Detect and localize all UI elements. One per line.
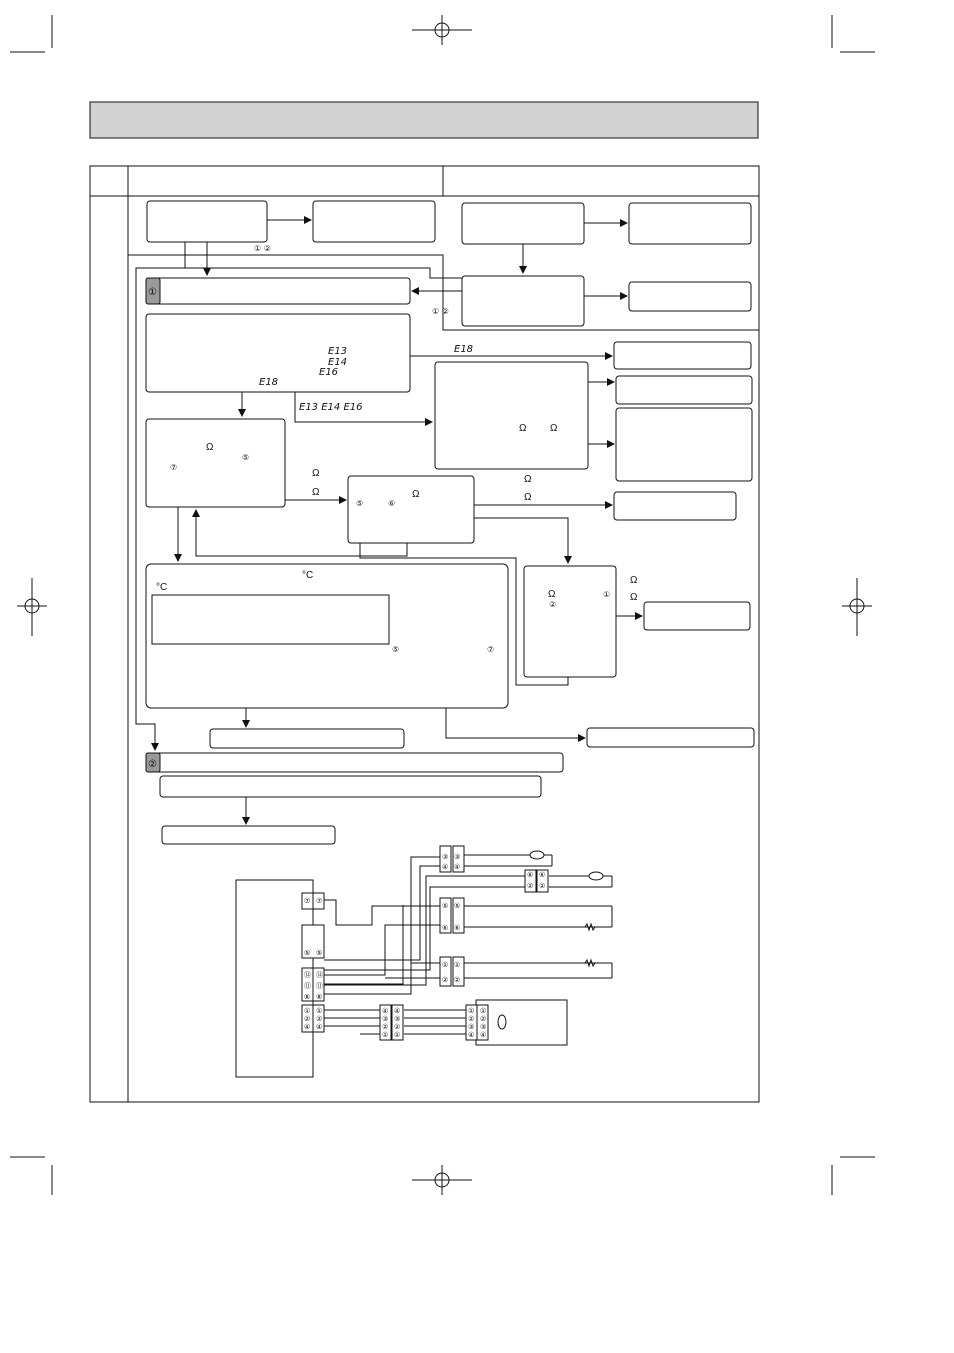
box-result-f bbox=[587, 728, 754, 747]
connector-pin-label: ② bbox=[316, 1015, 323, 1023]
circle-6-b: ⑥ bbox=[388, 499, 396, 508]
connector-pin-label: ⑤ bbox=[316, 949, 323, 957]
connector-pin-label: ② bbox=[527, 882, 534, 890]
box-result-a bbox=[616, 376, 752, 404]
box-check-resistance bbox=[146, 419, 285, 507]
box-result-c bbox=[614, 492, 736, 520]
ohm-4: Ω bbox=[519, 423, 527, 434]
connector-pin-label: ② bbox=[304, 1015, 311, 1023]
step-1-marker: ① bbox=[148, 287, 157, 298]
step-1-header bbox=[146, 278, 410, 304]
controller-board bbox=[236, 880, 313, 1077]
connector-pin-label: ③ bbox=[442, 853, 449, 861]
box-result-top-left bbox=[313, 201, 435, 242]
connector-pin-label: ③ bbox=[382, 1015, 389, 1023]
connector-pin-label: ③ bbox=[454, 853, 461, 861]
connector-pin-label: ④ bbox=[468, 1031, 475, 1039]
circle-5-c: ⑤ bbox=[392, 645, 400, 654]
box-step2-detail bbox=[160, 776, 541, 797]
wiring-diagram bbox=[236, 851, 612, 1077]
connector-pin-label: ④ bbox=[454, 863, 461, 871]
box-check-5-6 bbox=[348, 476, 474, 543]
connector-pin-label: ⑥ bbox=[539, 871, 546, 879]
connector-pin-label: ⑥ bbox=[527, 871, 534, 879]
connector-pin-label: ④ bbox=[316, 1023, 323, 1031]
connector-pin-label: ⑤ bbox=[304, 949, 311, 957]
connector-pin-label: ⑭ bbox=[304, 971, 311, 979]
box-result-b bbox=[616, 408, 752, 481]
box-result-d bbox=[644, 602, 750, 630]
degc-1: °C bbox=[302, 570, 314, 581]
box-check-e-codes bbox=[435, 362, 588, 469]
box-start-left bbox=[147, 201, 267, 242]
connector-pin-label: ⑥ bbox=[454, 924, 461, 932]
connector-pin-label: ① bbox=[394, 1031, 401, 1039]
connector-pin-label: ① bbox=[304, 1007, 311, 1015]
ohm-1: Ω bbox=[206, 442, 214, 453]
ohm-10: Ω bbox=[630, 575, 638, 586]
circle-5-a: ⑤ bbox=[242, 453, 250, 462]
connector-pin-label: ⑤ bbox=[442, 902, 449, 910]
ohm-8: Ω bbox=[412, 489, 420, 500]
ohm-5: Ω bbox=[550, 423, 558, 434]
connector-pin-label: ⑥ bbox=[442, 924, 449, 932]
connector-pin-label: ⑦ bbox=[316, 897, 323, 905]
code-e13: E13 bbox=[328, 346, 348, 357]
code-e14: E14 bbox=[328, 357, 348, 368]
connector-pin-label: ③ bbox=[394, 1015, 401, 1023]
connector-pin-label: ⑦ bbox=[304, 897, 311, 905]
box-start-right bbox=[462, 203, 584, 244]
code-e13-e14-e16: E13 E14 E16 bbox=[299, 402, 363, 413]
box-temperature-inner bbox=[152, 595, 389, 644]
connector-pin-label: ⑪ bbox=[316, 982, 323, 990]
connector-pin-label: ④ bbox=[442, 863, 449, 871]
connector-pin-label: ③ bbox=[480, 1023, 487, 1031]
connector-pin-label: ② bbox=[442, 976, 449, 984]
connector-pin-label: ③ bbox=[468, 1023, 475, 1031]
connector-pin-label: ② bbox=[480, 1015, 487, 1023]
ohm-7: Ω bbox=[524, 492, 532, 503]
connector-pin-label: ② bbox=[468, 1015, 475, 1023]
ohm-2: Ω bbox=[312, 468, 320, 479]
box-check-1-2 bbox=[524, 566, 616, 677]
degc-2: °C bbox=[156, 582, 168, 593]
step-2-marker: ② bbox=[148, 759, 157, 770]
ref-1-2-top: ① ② bbox=[254, 244, 271, 253]
connector-pin-label: ① bbox=[468, 1007, 475, 1015]
connector-pin-label: ⑭ bbox=[316, 971, 323, 979]
code-e18: E18 bbox=[259, 377, 279, 388]
box-result-e18 bbox=[614, 342, 751, 369]
circle-2-d: ② bbox=[549, 600, 557, 609]
box-step2-result bbox=[162, 826, 335, 844]
box-result-right-2 bbox=[629, 282, 751, 311]
title-bar bbox=[90, 102, 758, 138]
connector-pin-label: ① bbox=[480, 1007, 487, 1015]
connector-pin-label: ① bbox=[442, 961, 449, 969]
code-e18-arrow: E18 bbox=[454, 344, 474, 355]
circle-1-d: ① bbox=[603, 590, 611, 599]
circle-7-c: ⑦ bbox=[487, 645, 495, 654]
connector-pin-label: ⑤ bbox=[454, 902, 461, 910]
connector-pin-label: ② bbox=[454, 976, 461, 984]
connector-pin-label: ④ bbox=[480, 1031, 487, 1039]
box-result-e bbox=[210, 729, 404, 748]
connector-pin-label: ② bbox=[539, 882, 546, 890]
ohm-3: Ω bbox=[312, 487, 320, 498]
connector-pin-label: ⑪ bbox=[304, 982, 311, 990]
box-check-right bbox=[462, 276, 584, 326]
connector-pin-label: ④ bbox=[304, 1023, 311, 1031]
connector-pin-label: ⑧ bbox=[316, 993, 323, 1001]
connector-pin-label: ① bbox=[454, 961, 461, 969]
connector-pin-label: ⑧ bbox=[304, 993, 311, 1001]
box-result-top-right bbox=[629, 203, 751, 244]
ohm-9: Ω bbox=[548, 589, 556, 600]
ohm-6: Ω bbox=[524, 474, 532, 485]
code-e16: E16 bbox=[319, 367, 339, 378]
connector-pin-label: ① bbox=[316, 1007, 323, 1015]
connector-pin-label: ② bbox=[394, 1023, 401, 1031]
circle-7-a: ⑦ bbox=[170, 463, 178, 472]
sensor-box bbox=[476, 1000, 567, 1045]
ref-1-2-mid: ① ② bbox=[432, 307, 449, 316]
step-2-header bbox=[146, 753, 563, 772]
connector-pin-label: ② bbox=[382, 1023, 389, 1031]
connector-pin-label: ④ bbox=[382, 1007, 389, 1015]
ohm-11: Ω bbox=[630, 592, 638, 603]
connector-pin-label: ④ bbox=[394, 1007, 401, 1015]
circle-5-b: ⑤ bbox=[356, 499, 364, 508]
connector-pin-label: ① bbox=[382, 1031, 389, 1039]
